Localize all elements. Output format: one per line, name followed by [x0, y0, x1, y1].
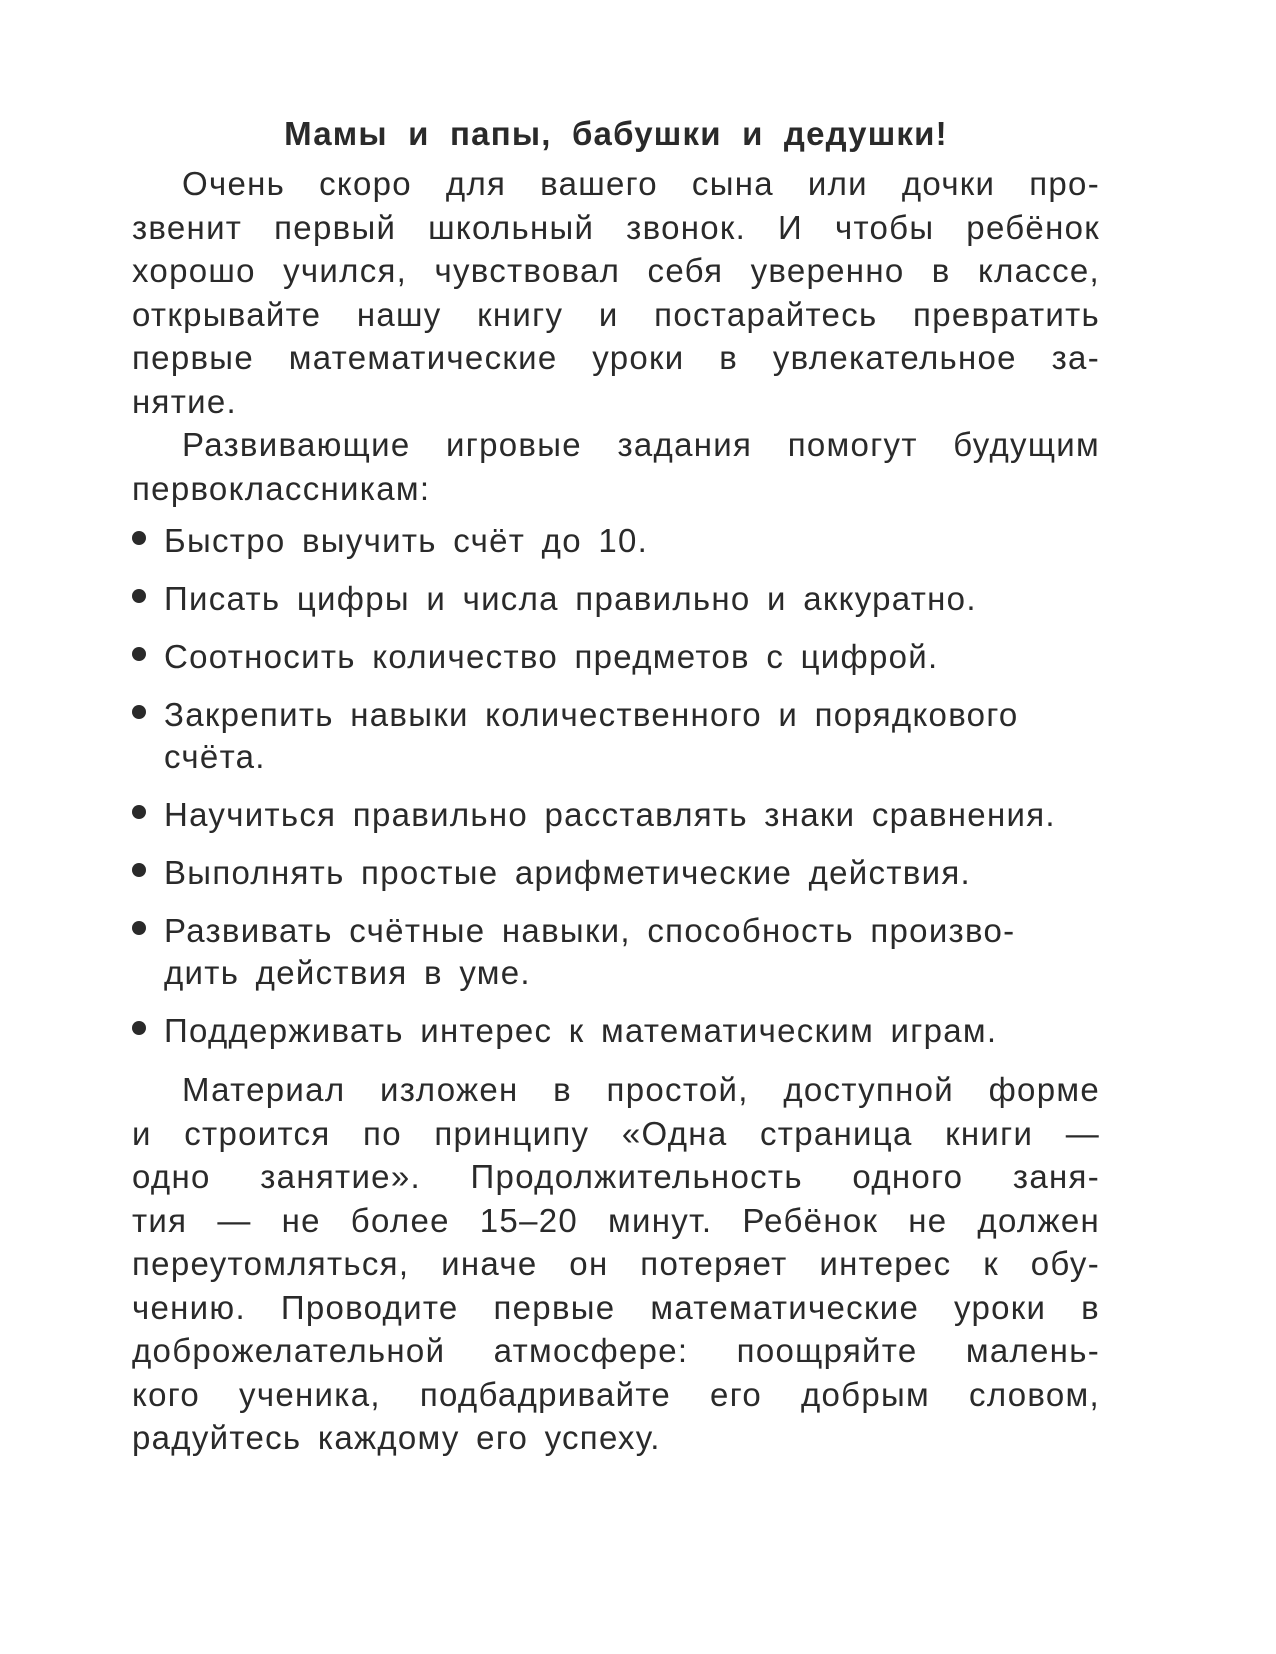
- skills-list: [132, 520, 1100, 1052]
- list-item: [132, 852, 1100, 894]
- text-line: кого ученика, подбадривайте его добрым словом,: [132, 1375, 1100, 1413]
- list-item-text: Быстро выучить счёт до 10.: [164, 522, 649, 559]
- text-line: тия — не более 15–20 минут. Ребёнок не должен: [132, 1201, 1100, 1239]
- text-line: Очень скоро для вашего сына или дочки про-: [182, 165, 1100, 202]
- text-line: одно занятие». Продолжительность одного заня-: [132, 1158, 1100, 1195]
- list-item: [132, 578, 1100, 620]
- document-page: [132, 112, 1100, 1460]
- list-item-text: Научиться правильно расставлять знаки сравнения.: [164, 796, 1056, 833]
- lead-paragraph: [132, 423, 1100, 510]
- text-line: нятие.: [132, 382, 237, 420]
- list-item-text: Выполнять простые арифметические действия.: [164, 854, 971, 891]
- list-item: [132, 910, 1100, 994]
- text-line: звенит первый школьный звонок. И чтобы ребёнок: [132, 208, 1100, 246]
- list-item: [132, 794, 1100, 836]
- text-line: первоклассникам:: [132, 469, 431, 507]
- bullet-icon: [132, 921, 146, 935]
- bullet-icon: [132, 805, 146, 819]
- list-item-text-continued: дить действия в уме.: [164, 954, 531, 991]
- intro-paragraph: [132, 162, 1100, 423]
- bullet-icon: [132, 863, 146, 877]
- bullet-icon: [132, 647, 146, 661]
- list-item-text-continued: счёта.: [164, 738, 266, 775]
- list-item-text: Соотносить количество предметов с цифрой.: [164, 638, 939, 675]
- text-line: доброжелательной атмосфере: поощряйте малень-: [132, 1332, 1100, 1369]
- text-line: Материал изложен в простой, доступной форме: [182, 1071, 1100, 1108]
- text-line: Развивающие игровые задания помогут будущим: [182, 426, 1100, 463]
- text-line: и строится по принципу «Одна страница книги —: [132, 1114, 1100, 1152]
- list-item: [132, 1010, 1100, 1052]
- list-item: [132, 694, 1100, 778]
- text-line: хорошо учился, чувствовал себя уверенно в классе,: [132, 252, 1100, 289]
- bullet-icon: [132, 531, 146, 545]
- text-line: радуйтесь каждому его успеху.: [132, 1419, 661, 1456]
- text-line: чению. Проводите первые математические уроки в: [132, 1288, 1100, 1326]
- list-item-text: Поддерживать интерес к математическим играм.: [164, 1012, 998, 1049]
- closing-paragraph: [132, 1068, 1100, 1460]
- bullet-icon: [132, 1021, 146, 1035]
- text-line: открывайте нашу книгу и постарайтесь превратить: [132, 295, 1100, 333]
- page-title: Мамы и папы, бабушки и дедушки!: [284, 115, 948, 152]
- text-line: переутомляться, иначе он потеряет интерес к обу-: [132, 1245, 1100, 1282]
- list-item-text: Развивать счётные навыки, способность произво-: [164, 912, 1016, 949]
- text-line: первые математические уроки в увлекательное за-: [132, 339, 1100, 376]
- list-item-text: Писать цифры и числа правильно и аккуратно.: [164, 580, 977, 617]
- list-item: [132, 636, 1100, 678]
- bullet-icon: [132, 705, 146, 719]
- bullet-icon: [132, 589, 146, 603]
- list-item-text: Закрепить навыки количественного и порядкового: [164, 696, 1019, 733]
- list-item: [132, 520, 1100, 562]
